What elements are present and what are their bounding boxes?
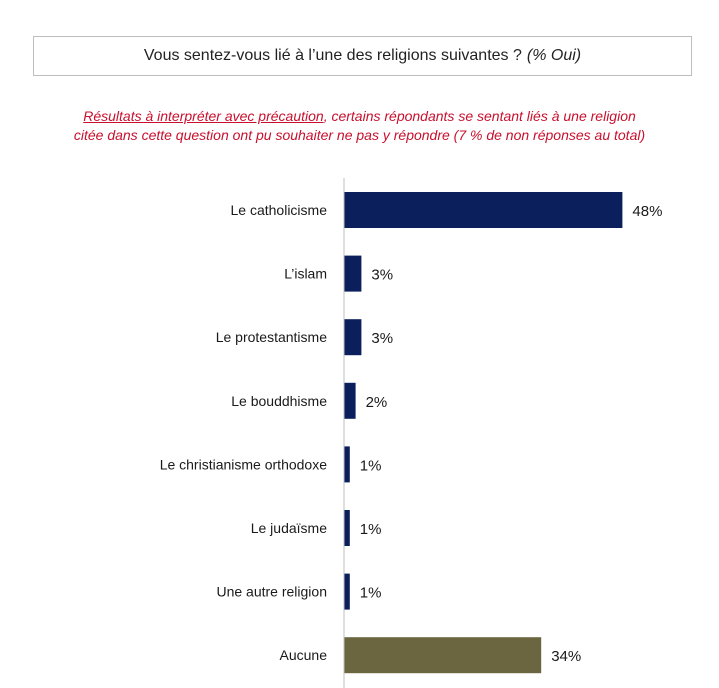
category-label-7: Aucune <box>279 647 327 664</box>
bar-6 <box>344 574 350 610</box>
bar-0 <box>344 192 622 228</box>
caution-note-line1-rest: , certains répondants se sentant liés à une religion <box>323 108 636 124</box>
category-label-5: Le judaïsme <box>250 520 327 536</box>
category-label-1: L’islam <box>284 265 327 282</box>
value-label-1: 3% <box>371 266 394 284</box>
value-label-6: 1% <box>359 584 382 602</box>
bar-1 <box>344 256 361 292</box>
bar-5 <box>344 510 350 546</box>
category-label-0: Le catholicisme <box>230 202 327 218</box>
value-label-2: 3% <box>371 330 394 348</box>
value-label-7: 34% <box>551 648 582 666</box>
chart-title: Vous sentez-vous lié à l’une des religions suivantes ? <box>143 47 522 64</box>
bar-4 <box>344 446 350 482</box>
value-label-3: 2% <box>365 393 388 411</box>
value-label-0: 48% <box>632 203 663 220</box>
value-label-5: 1% <box>359 521 382 538</box>
caution-note-underlined: Résultats à interpréter avec précaution <box>83 108 324 124</box>
category-label-2: Le protestantisme <box>215 329 327 346</box>
caution-note-line2: citée dans cette question ont pu souhaiter ne pas y répondre (7 % de non réponses au total) <box>73 127 646 143</box>
category-label-4: Le christianisme orthodoxe <box>159 456 327 473</box>
value-label-4: 1% <box>359 457 382 475</box>
category-label-6: Une autre religion <box>216 583 327 600</box>
bar-3 <box>344 383 356 419</box>
bar-2 <box>344 319 361 355</box>
chart-title-suffix: (% Oui) <box>526 47 582 64</box>
category-label-3: Le bouddhisme <box>231 392 327 409</box>
bar-7 <box>344 637 541 673</box>
